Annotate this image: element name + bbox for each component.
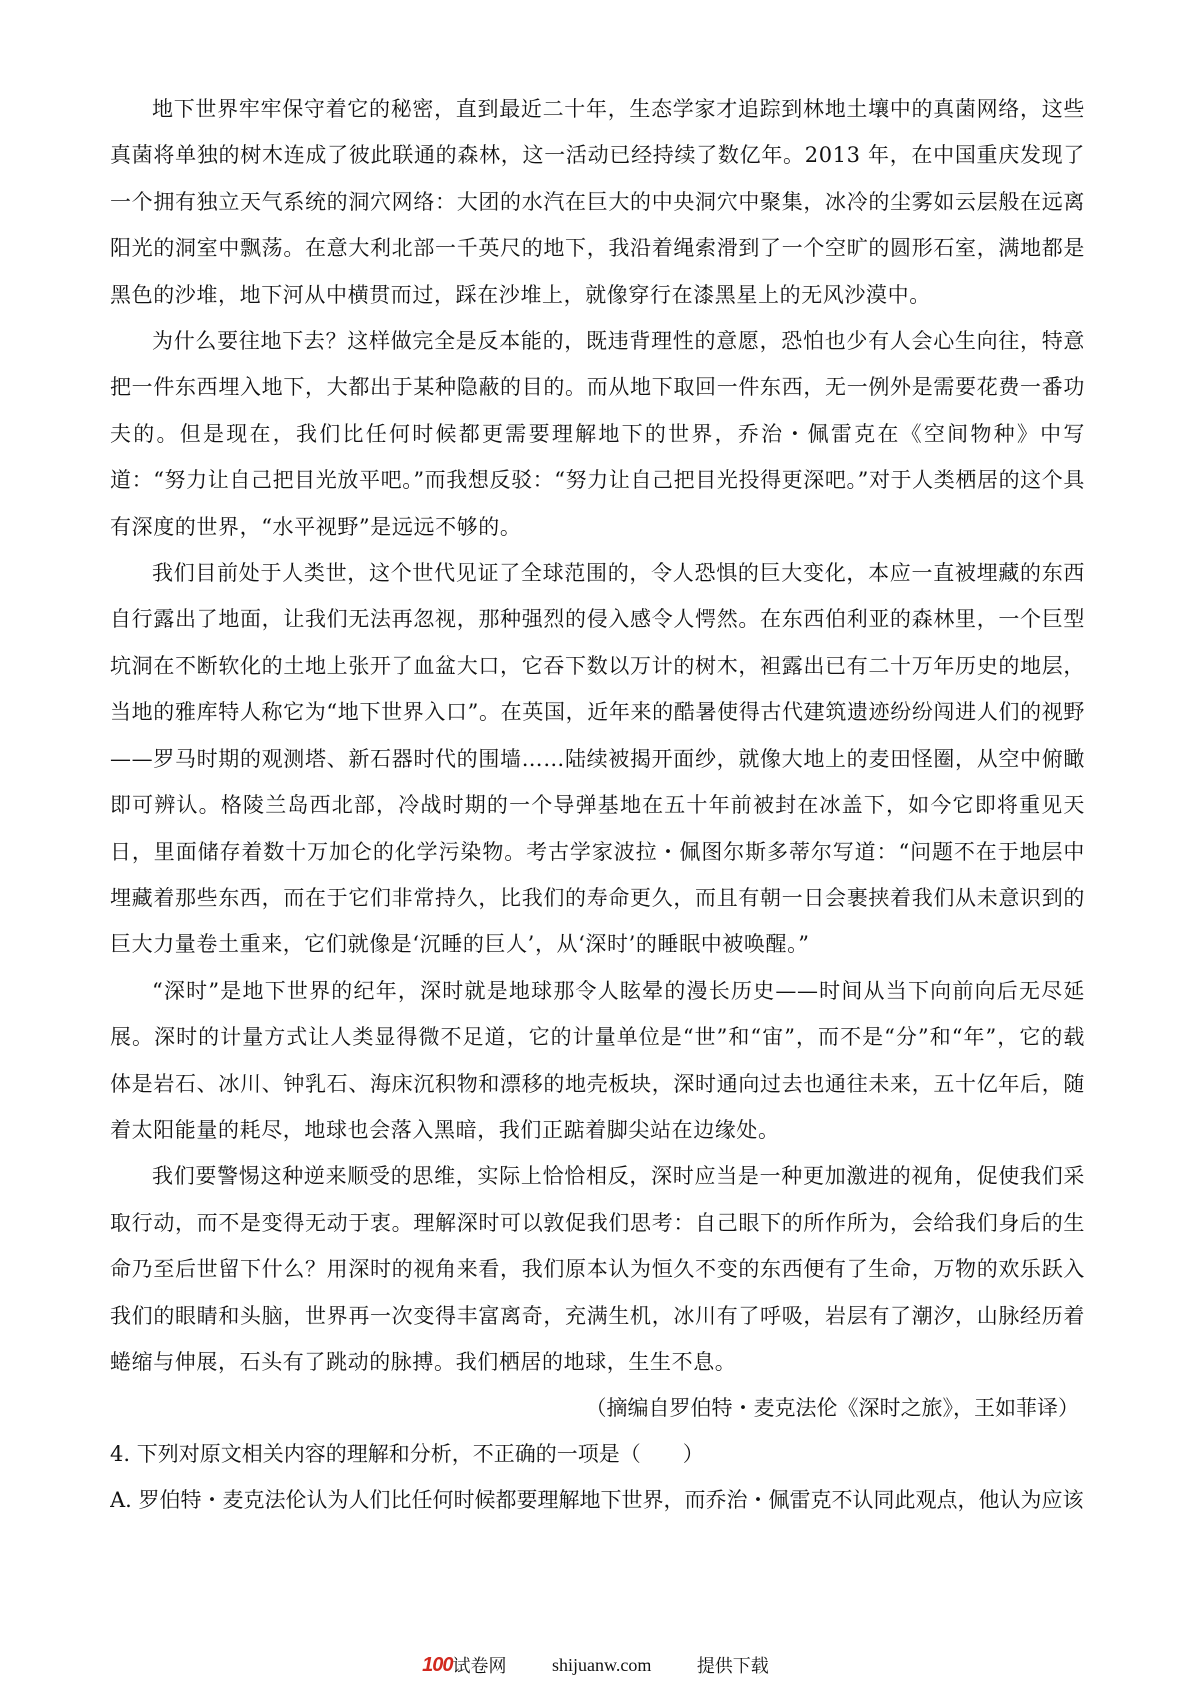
paragraph-1: 地下世界牢牢保守着它的秘密，直到最近二十年，生态学家才追踪到林地土壤中的真菌网络，这些真菌将单独的树木连成了彼此联通的森林，这一活动已经持续了数亿年。2013 年，在中国重庆发现了一个拥有独立天气系统的洞穴网络：大团的水汽在巨大的中央洞穴中聚集，冰冷的尘雾如云层般在远离阳光的洞室中飘荡。在意大利北部一千英尺的地下，我沿着绳索滑到了一个空旷的圆形石室，满地都是黑色的沙堆，地下河从中横贯而过，踩在沙堆上，就像穿行在漆黑星上的无风沙漠中。 — [110, 97, 1085, 307]
footer-tagline: 提供下载 — [696, 1656, 769, 1677]
article-body — [110, 86, 1085, 1523]
paragraph-3: 我们目前处于人类世，这个世代见证了全球范围的，令人恐惧的巨大变化，本应一直被埋藏的东西自行露出了地面，让我们无法再忽视，那种强烈的侵入感令人愕然。在东西伯利亚的森林里，一个巨型坑洞在不断软化的土地上张开了血盆大口，它吞下数以万计的树木，袒露出已有二十万年历史的地层，当地的雅库特人称它为“地下世界入口”。在英国，近年来的酷暑使得古代建筑遗迹纷纷闯进人们的视野——罗马时期的观测塔、新石器时代的围墙……陆续被揭开面纱，就像大地上的麦田怪圈，从空中俯瞰即可辨认。格陵兰岛西北部，冷战时期的一个导弹基地在五十年前被封在冰盖下，如今它即将重见天日，里面储存着数十万加仑的化学污染物。考古学家波拉・佩图尔斯多蒂尔写道：“问题不在于地层中埋藏着那些东西，而在于它们非常持久，比我们的寿命更久，而且有朝一日会裹挟着我们从未意识到的巨大力量卷土重来，它们就像是‘沉睡的巨人’，从‘深时’的睡眠中被唤醒。” — [110, 561, 1085, 957]
site-url[interactable]: shijuanw.com — [552, 1654, 652, 1675]
logo-text: 试卷网 — [452, 1656, 507, 1677]
paragraph-5: 我们要警惕这种逆来顺受的思维，实际上恰恰相反，深时应当是一种更加激进的视角，促使我们采取行动，而不是变得无动于衷。理解深时可以敦促我们思考：自己眼下的所作所为，会给我们身后的生命乃至后世留下什么？用深时的视角来看，我们原本认为恒久不变的东西便有了生命，万物的欢乐跃入我们的眼睛和头脑，世界再一次变得丰富离奇，充满生机，冰川有了呼吸，岩层有了潮汐，山脉经历着蜷缩与伸展，石头有了跳动的脉搏。我们栖居的地球，生生不息。 — [110, 1164, 1085, 1374]
page-footer — [0, 1652, 1191, 1678]
paragraph-2: 为什么要往地下去？这样做完全是反本能的，既违背理性的意愿，恐怕也少有人会心生向往，特意把一件东西埋入地下，大都出于某种隐蔽的目的。而从地下取回一件东西，无一例外是需要花费一番功夫的。但是现在，我们比任何时候都更需要理解地下的世界，乔治・佩雷克在《空间物种》中写道：“努力让自己把目光放平吧。”而我想反驳：“努力让自己把目光投得更深吧。”对于人类栖居的这个具有深度的世界，“水平视野”是远远不够的。 — [110, 329, 1085, 539]
paragraph-4: “深时”是地下世界的纪年，深时就是地球那令人眩晕的漫长历史——时间从当下向前向后无尽延展。深时的计量方式让人类显得微不足道，它的计量单位是“世”和“宙”，而不是“分”和“年”，它的载体是岩石、冰川、钟乳石、海床沉积物和漂移的地壳板块，深时通向过去也通往未来，五十亿年后，随着太阳能量的耗尽，地球也会落入黑暗，我们正踮着脚尖站在边缘处。 — [110, 978, 1085, 1142]
question-stem: 4. 下列对原文相关内容的理解和分析，不正确的一项是（ ） — [110, 1442, 704, 1467]
logo-number: 100 — [422, 1653, 453, 1676]
article-source: （摘编自罗伯特・麦克法伦《深时之旅》，王如菲译） — [585, 1396, 1079, 1421]
option-a: A. 罗伯特・麦克法伦认为人们比任何时候都要理解地下世界，而乔治・佩雷克不认同此观点，他认为应该 — [110, 1488, 1084, 1513]
